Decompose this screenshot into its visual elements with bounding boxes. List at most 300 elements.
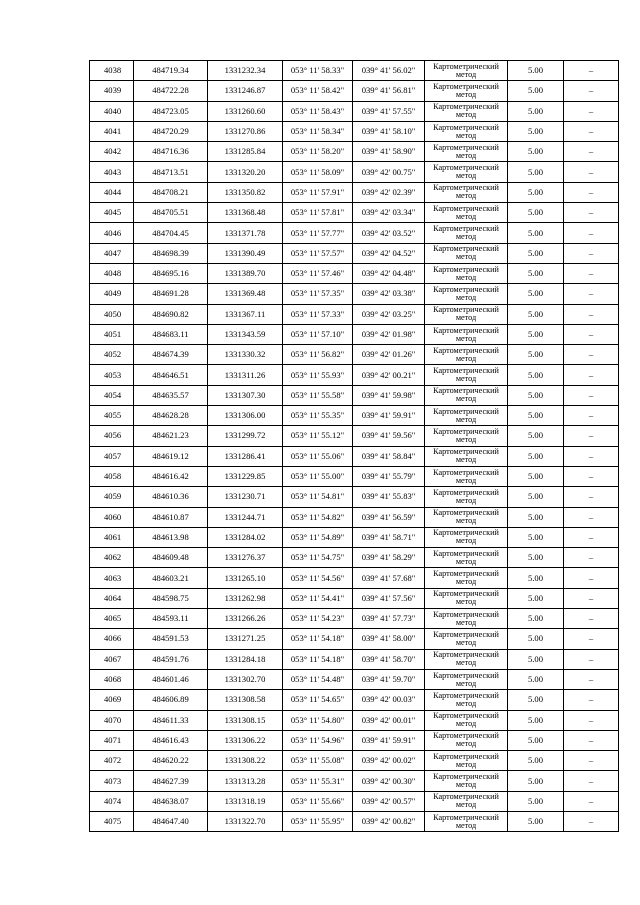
x-coordinate-cell: 484705.51: [134, 203, 208, 223]
note-cell: –: [564, 304, 619, 324]
x-coordinate-cell: 484698.39: [134, 243, 208, 263]
note-cell: –: [564, 791, 619, 811]
x-coordinate-cell: 484616.42: [134, 466, 208, 486]
latitude-cell: 053° 11' 54.75": [283, 548, 353, 568]
x-coordinate-cell: 484720.29: [134, 121, 208, 141]
point-number-cell: 4050: [90, 304, 134, 324]
table-row: [90, 101, 619, 121]
longitude-cell: 039° 42' 02.39": [353, 182, 425, 202]
note-cell: –: [564, 507, 619, 527]
table-row: [90, 142, 619, 162]
note-cell: –: [564, 345, 619, 365]
longitude-cell: 039° 41' 58.90": [353, 142, 425, 162]
table-row: [90, 548, 619, 568]
point-number-cell: 4040: [90, 101, 134, 121]
method-cell: Картометрический метод: [425, 649, 508, 669]
accuracy-cell: 5.00: [508, 487, 564, 507]
accuracy-cell: 5.00: [508, 203, 564, 223]
longitude-cell: 039° 41' 57.56": [353, 588, 425, 608]
note-cell: –: [564, 568, 619, 588]
method-cell: Картометрический метод: [425, 690, 508, 710]
accuracy-cell: 5.00: [508, 385, 564, 405]
table-row: [90, 507, 619, 527]
x-coordinate-cell: 484616.43: [134, 730, 208, 750]
method-cell: Картометрический метод: [425, 101, 508, 121]
accuracy-cell: 5.00: [508, 588, 564, 608]
method-cell: Картометрический метод: [425, 710, 508, 730]
longitude-cell: 039° 41' 56.59": [353, 507, 425, 527]
latitude-cell: 053° 11' 54.81": [283, 487, 353, 507]
y-coordinate-cell: 1331318.19: [208, 791, 283, 811]
x-coordinate-cell: 484716.36: [134, 142, 208, 162]
point-number-cell: 4045: [90, 203, 134, 223]
note-cell: –: [564, 243, 619, 263]
longitude-cell: 039° 41' 59.56": [353, 426, 425, 446]
x-coordinate-cell: 484704.45: [134, 223, 208, 243]
table-row: [90, 710, 619, 730]
method-cell: Картометрический метод: [425, 365, 508, 385]
method-cell: Картометрический метод: [425, 406, 508, 426]
point-number-cell: 4059: [90, 487, 134, 507]
latitude-cell: 053° 11' 54.18": [283, 629, 353, 649]
x-coordinate-cell: 484647.40: [134, 811, 208, 831]
note-cell: –: [564, 284, 619, 304]
y-coordinate-cell: 1331311.26: [208, 365, 283, 385]
y-coordinate-cell: 1331284.02: [208, 527, 283, 547]
y-coordinate-cell: 1331308.58: [208, 690, 283, 710]
accuracy-cell: 5.00: [508, 324, 564, 344]
note-cell: –: [564, 263, 619, 283]
x-coordinate-cell: 484708.21: [134, 182, 208, 202]
longitude-cell: 039° 41' 59.91": [353, 730, 425, 750]
point-number-cell: 4067: [90, 649, 134, 669]
y-coordinate-cell: 1331265.10: [208, 568, 283, 588]
accuracy-cell: 5.00: [508, 223, 564, 243]
note-cell: –: [564, 406, 619, 426]
point-number-cell: 4057: [90, 446, 134, 466]
y-coordinate-cell: 1331285.84: [208, 142, 283, 162]
x-coordinate-cell: 484598.75: [134, 588, 208, 608]
latitude-cell: 053° 11' 55.08": [283, 751, 353, 771]
point-number-cell: 4046: [90, 223, 134, 243]
x-coordinate-cell: 484603.21: [134, 568, 208, 588]
point-number-cell: 4048: [90, 263, 134, 283]
accuracy-cell: 5.00: [508, 791, 564, 811]
y-coordinate-cell: 1331313.28: [208, 771, 283, 791]
latitude-cell: 053° 11' 58.42": [283, 81, 353, 101]
x-coordinate-cell: 484606.89: [134, 690, 208, 710]
note-cell: –: [564, 669, 619, 689]
method-cell: Картометрический метод: [425, 121, 508, 141]
y-coordinate-cell: 1331389.70: [208, 263, 283, 283]
table-row: [90, 121, 619, 141]
method-cell: Картометрический метод: [425, 588, 508, 608]
latitude-cell: 053° 11' 57.57": [283, 243, 353, 263]
point-number-cell: 4060: [90, 507, 134, 527]
x-coordinate-cell: 484723.05: [134, 101, 208, 121]
table-row: [90, 324, 619, 344]
longitude-cell: 039° 41' 58.84": [353, 446, 425, 466]
x-coordinate-cell: 484610.36: [134, 487, 208, 507]
latitude-cell: 053° 11' 54.89": [283, 527, 353, 547]
method-cell: Картометрический метод: [425, 162, 508, 182]
longitude-cell: 039° 42' 03.25": [353, 304, 425, 324]
table-body: [90, 61, 619, 832]
point-number-cell: 4056: [90, 426, 134, 446]
y-coordinate-cell: 1331246.87: [208, 81, 283, 101]
y-coordinate-cell: 1331262.98: [208, 588, 283, 608]
y-coordinate-cell: 1331260.60: [208, 101, 283, 121]
point-number-cell: 4039: [90, 81, 134, 101]
note-cell: –: [564, 466, 619, 486]
longitude-cell: 039° 42' 00.01": [353, 710, 425, 730]
latitude-cell: 053° 11' 54.56": [283, 568, 353, 588]
latitude-cell: 053° 11' 55.93": [283, 365, 353, 385]
point-number-cell: 4042: [90, 142, 134, 162]
y-coordinate-cell: 1331367.11: [208, 304, 283, 324]
method-cell: Картометрический метод: [425, 527, 508, 547]
note-cell: –: [564, 365, 619, 385]
y-coordinate-cell: 1331244.71: [208, 507, 283, 527]
accuracy-cell: 5.00: [508, 61, 564, 81]
latitude-cell: 053° 11' 55.06": [283, 446, 353, 466]
longitude-cell: 039° 42' 00.82": [353, 811, 425, 831]
table-row: [90, 162, 619, 182]
note-cell: –: [564, 690, 619, 710]
latitude-cell: 053° 11' 54.48": [283, 669, 353, 689]
latitude-cell: 053° 11' 55.12": [283, 426, 353, 446]
y-coordinate-cell: 1331307.30: [208, 385, 283, 405]
x-coordinate-cell: 484713.51: [134, 162, 208, 182]
table-row: [90, 345, 619, 365]
method-cell: Картометрический метод: [425, 446, 508, 466]
accuracy-cell: 5.00: [508, 121, 564, 141]
y-coordinate-cell: 1331322.70: [208, 811, 283, 831]
x-coordinate-cell: 484722.28: [134, 81, 208, 101]
accuracy-cell: 5.00: [508, 527, 564, 547]
note-cell: –: [564, 101, 619, 121]
point-number-cell: 4062: [90, 548, 134, 568]
longitude-cell: 039° 41' 57.68": [353, 568, 425, 588]
y-coordinate-cell: 1331276.37: [208, 548, 283, 568]
y-coordinate-cell: 1331229.85: [208, 466, 283, 486]
x-coordinate-cell: 484691.28: [134, 284, 208, 304]
longitude-cell: 039° 42' 00.21": [353, 365, 425, 385]
table-row: [90, 669, 619, 689]
x-coordinate-cell: 484619.12: [134, 446, 208, 466]
latitude-cell: 053° 11' 57.81": [283, 203, 353, 223]
x-coordinate-cell: 484609.48: [134, 548, 208, 568]
x-coordinate-cell: 484646.51: [134, 365, 208, 385]
latitude-cell: 053° 11' 54.41": [283, 588, 353, 608]
latitude-cell: 053° 11' 57.10": [283, 324, 353, 344]
point-number-cell: 4053: [90, 365, 134, 385]
accuracy-cell: 5.00: [508, 142, 564, 162]
latitude-cell: 053° 11' 55.66": [283, 791, 353, 811]
x-coordinate-cell: 484628.28: [134, 406, 208, 426]
point-number-cell: 4063: [90, 568, 134, 588]
x-coordinate-cell: 484610.87: [134, 507, 208, 527]
method-cell: Картометрический метод: [425, 548, 508, 568]
latitude-cell: 053° 11' 56.82": [283, 345, 353, 365]
y-coordinate-cell: 1331271.25: [208, 629, 283, 649]
note-cell: –: [564, 203, 619, 223]
latitude-cell: 053° 11' 57.33": [283, 304, 353, 324]
y-coordinate-cell: 1331299.72: [208, 426, 283, 446]
note-cell: –: [564, 385, 619, 405]
note-cell: –: [564, 609, 619, 629]
accuracy-cell: 5.00: [508, 446, 564, 466]
accuracy-cell: 5.00: [508, 690, 564, 710]
longitude-cell: 039° 41' 58.29": [353, 548, 425, 568]
accuracy-cell: 5.00: [508, 751, 564, 771]
accuracy-cell: 5.00: [508, 243, 564, 263]
longitude-cell: 039° 41' 58.71": [353, 527, 425, 547]
note-cell: –: [564, 426, 619, 446]
latitude-cell: 053° 11' 54.18": [283, 649, 353, 669]
point-number-cell: 4041: [90, 121, 134, 141]
table-row: [90, 243, 619, 263]
point-number-cell: 4044: [90, 182, 134, 202]
method-cell: Картометрический метод: [425, 243, 508, 263]
x-coordinate-cell: 484613.98: [134, 527, 208, 547]
point-number-cell: 4043: [90, 162, 134, 182]
method-cell: Картометрический метод: [425, 791, 508, 811]
table-row: [90, 263, 619, 283]
method-cell: Картометрический метод: [425, 426, 508, 446]
accuracy-cell: 5.00: [508, 710, 564, 730]
accuracy-cell: 5.00: [508, 101, 564, 121]
note-cell: –: [564, 527, 619, 547]
note-cell: –: [564, 588, 619, 608]
x-coordinate-cell: 484690.82: [134, 304, 208, 324]
point-number-cell: 4061: [90, 527, 134, 547]
point-number-cell: 4066: [90, 629, 134, 649]
accuracy-cell: 5.00: [508, 568, 564, 588]
method-cell: Картометрический метод: [425, 263, 508, 283]
y-coordinate-cell: 1331286.41: [208, 446, 283, 466]
point-number-cell: 4054: [90, 385, 134, 405]
note-cell: –: [564, 223, 619, 243]
accuracy-cell: 5.00: [508, 304, 564, 324]
y-coordinate-cell: 1331390.49: [208, 243, 283, 263]
latitude-cell: 053° 11' 54.96": [283, 730, 353, 750]
x-coordinate-cell: 484683.11: [134, 324, 208, 344]
longitude-cell: 039° 42' 01.26": [353, 345, 425, 365]
method-cell: Картометрический метод: [425, 811, 508, 831]
longitude-cell: 039° 42' 04.52": [353, 243, 425, 263]
note-cell: –: [564, 142, 619, 162]
table-row: [90, 629, 619, 649]
latitude-cell: 053° 11' 55.35": [283, 406, 353, 426]
longitude-cell: 039° 41' 58.10": [353, 121, 425, 141]
accuracy-cell: 5.00: [508, 548, 564, 568]
accuracy-cell: 5.00: [508, 669, 564, 689]
note-cell: –: [564, 324, 619, 344]
longitude-cell: 039° 41' 56.02": [353, 61, 425, 81]
accuracy-cell: 5.00: [508, 182, 564, 202]
accuracy-cell: 5.00: [508, 284, 564, 304]
latitude-cell: 053° 11' 55.00": [283, 466, 353, 486]
y-coordinate-cell: 1331369.48: [208, 284, 283, 304]
latitude-cell: 053° 11' 55.95": [283, 811, 353, 831]
accuracy-cell: 5.00: [508, 81, 564, 101]
accuracy-cell: 5.00: [508, 811, 564, 831]
longitude-cell: 039° 42' 00.75": [353, 162, 425, 182]
table-row: [90, 446, 619, 466]
table-row: [90, 426, 619, 446]
table-row: [90, 751, 619, 771]
table-row: [90, 365, 619, 385]
method-cell: Картометрический метод: [425, 609, 508, 629]
table-row: [90, 81, 619, 101]
method-cell: Картометрический метод: [425, 223, 508, 243]
latitude-cell: 053° 11' 58.33": [283, 61, 353, 81]
longitude-cell: 039° 42' 03.34": [353, 203, 425, 223]
note-cell: –: [564, 121, 619, 141]
note-cell: –: [564, 548, 619, 568]
note-cell: –: [564, 81, 619, 101]
y-coordinate-cell: 1331306.22: [208, 730, 283, 750]
method-cell: Картометрический метод: [425, 568, 508, 588]
table-row: [90, 527, 619, 547]
table-row: [90, 223, 619, 243]
coordinates-table: [89, 60, 619, 832]
table-row: [90, 811, 619, 831]
accuracy-cell: 5.00: [508, 466, 564, 486]
table-row: [90, 588, 619, 608]
method-cell: Картометрический метод: [425, 771, 508, 791]
note-cell: –: [564, 487, 619, 507]
note-cell: –: [564, 162, 619, 182]
note-cell: –: [564, 629, 619, 649]
note-cell: –: [564, 182, 619, 202]
method-cell: Картометрический метод: [425, 730, 508, 750]
point-number-cell: 4070: [90, 710, 134, 730]
accuracy-cell: 5.00: [508, 345, 564, 365]
point-number-cell: 4055: [90, 406, 134, 426]
table-row: [90, 304, 619, 324]
method-cell: Картометрический метод: [425, 81, 508, 101]
latitude-cell: 053° 11' 58.34": [283, 121, 353, 141]
x-coordinate-cell: 484719.34: [134, 61, 208, 81]
note-cell: –: [564, 771, 619, 791]
longitude-cell: 039° 41' 58.70": [353, 649, 425, 669]
table-row: [90, 487, 619, 507]
accuracy-cell: 5.00: [508, 629, 564, 649]
table-row: [90, 61, 619, 81]
method-cell: Картометрический метод: [425, 669, 508, 689]
longitude-cell: 039° 41' 59.91": [353, 406, 425, 426]
note-cell: –: [564, 446, 619, 466]
y-coordinate-cell: 1331368.48: [208, 203, 283, 223]
longitude-cell: 039° 41' 58.00": [353, 629, 425, 649]
y-coordinate-cell: 1331343.59: [208, 324, 283, 344]
point-number-cell: 4058: [90, 466, 134, 486]
y-coordinate-cell: 1331270.86: [208, 121, 283, 141]
method-cell: Картометрический метод: [425, 304, 508, 324]
point-number-cell: 4064: [90, 588, 134, 608]
longitude-cell: 039° 41' 57.55": [353, 101, 425, 121]
method-cell: Картометрический метод: [425, 466, 508, 486]
method-cell: Картометрический метод: [425, 507, 508, 527]
longitude-cell: 039° 42' 00.03": [353, 690, 425, 710]
x-coordinate-cell: 484591.76: [134, 649, 208, 669]
note-cell: –: [564, 811, 619, 831]
latitude-cell: 053° 11' 58.20": [283, 142, 353, 162]
method-cell: Картометрический метод: [425, 751, 508, 771]
longitude-cell: 039° 41' 57.73": [353, 609, 425, 629]
y-coordinate-cell: 1331266.26: [208, 609, 283, 629]
method-cell: Картометрический метод: [425, 629, 508, 649]
y-coordinate-cell: 1331284.18: [208, 649, 283, 669]
y-coordinate-cell: 1331350.82: [208, 182, 283, 202]
note-cell: –: [564, 61, 619, 81]
x-coordinate-cell: 484674.39: [134, 345, 208, 365]
point-number-cell: 4073: [90, 771, 134, 791]
longitude-cell: 039° 41' 55.83": [353, 487, 425, 507]
method-cell: Картометрический метод: [425, 203, 508, 223]
table-row: [90, 203, 619, 223]
method-cell: Картометрический метод: [425, 385, 508, 405]
longitude-cell: 039° 42' 03.38": [353, 284, 425, 304]
table-row: [90, 466, 619, 486]
latitude-cell: 053° 11' 58.43": [283, 101, 353, 121]
latitude-cell: 053° 11' 55.58": [283, 385, 353, 405]
x-coordinate-cell: 484695.16: [134, 263, 208, 283]
latitude-cell: 053° 11' 58.09": [283, 162, 353, 182]
accuracy-cell: 5.00: [508, 730, 564, 750]
point-number-cell: 4038: [90, 61, 134, 81]
point-number-cell: 4049: [90, 284, 134, 304]
latitude-cell: 053° 11' 57.77": [283, 223, 353, 243]
latitude-cell: 053° 11' 55.31": [283, 771, 353, 791]
note-cell: –: [564, 649, 619, 669]
x-coordinate-cell: 484635.57: [134, 385, 208, 405]
method-cell: Картометрический метод: [425, 142, 508, 162]
longitude-cell: 039° 42' 00.57": [353, 791, 425, 811]
y-coordinate-cell: 1331308.22: [208, 751, 283, 771]
x-coordinate-cell: 484611.33: [134, 710, 208, 730]
latitude-cell: 053° 11' 57.91": [283, 182, 353, 202]
point-number-cell: 4071: [90, 730, 134, 750]
longitude-cell: 039° 42' 00.30": [353, 771, 425, 791]
method-cell: Картометрический метод: [425, 324, 508, 344]
table-row: [90, 791, 619, 811]
accuracy-cell: 5.00: [508, 162, 564, 182]
accuracy-cell: 5.00: [508, 263, 564, 283]
note-cell: –: [564, 751, 619, 771]
table-row: [90, 609, 619, 629]
accuracy-cell: 5.00: [508, 426, 564, 446]
y-coordinate-cell: 1331371.78: [208, 223, 283, 243]
table-row: [90, 771, 619, 791]
point-number-cell: 4047: [90, 243, 134, 263]
accuracy-cell: 5.00: [508, 365, 564, 385]
point-number-cell: 4052: [90, 345, 134, 365]
longitude-cell: 039° 42' 03.52": [353, 223, 425, 243]
x-coordinate-cell: 484601.46: [134, 669, 208, 689]
method-cell: Картометрический метод: [425, 345, 508, 365]
latitude-cell: 053° 11' 54.65": [283, 690, 353, 710]
latitude-cell: 053° 11' 54.23": [283, 609, 353, 629]
y-coordinate-cell: 1331230.71: [208, 487, 283, 507]
longitude-cell: 039° 42' 01.98": [353, 324, 425, 344]
point-number-cell: 4072: [90, 751, 134, 771]
table-row: [90, 690, 619, 710]
y-coordinate-cell: 1331330.32: [208, 345, 283, 365]
point-number-cell: 4074: [90, 791, 134, 811]
